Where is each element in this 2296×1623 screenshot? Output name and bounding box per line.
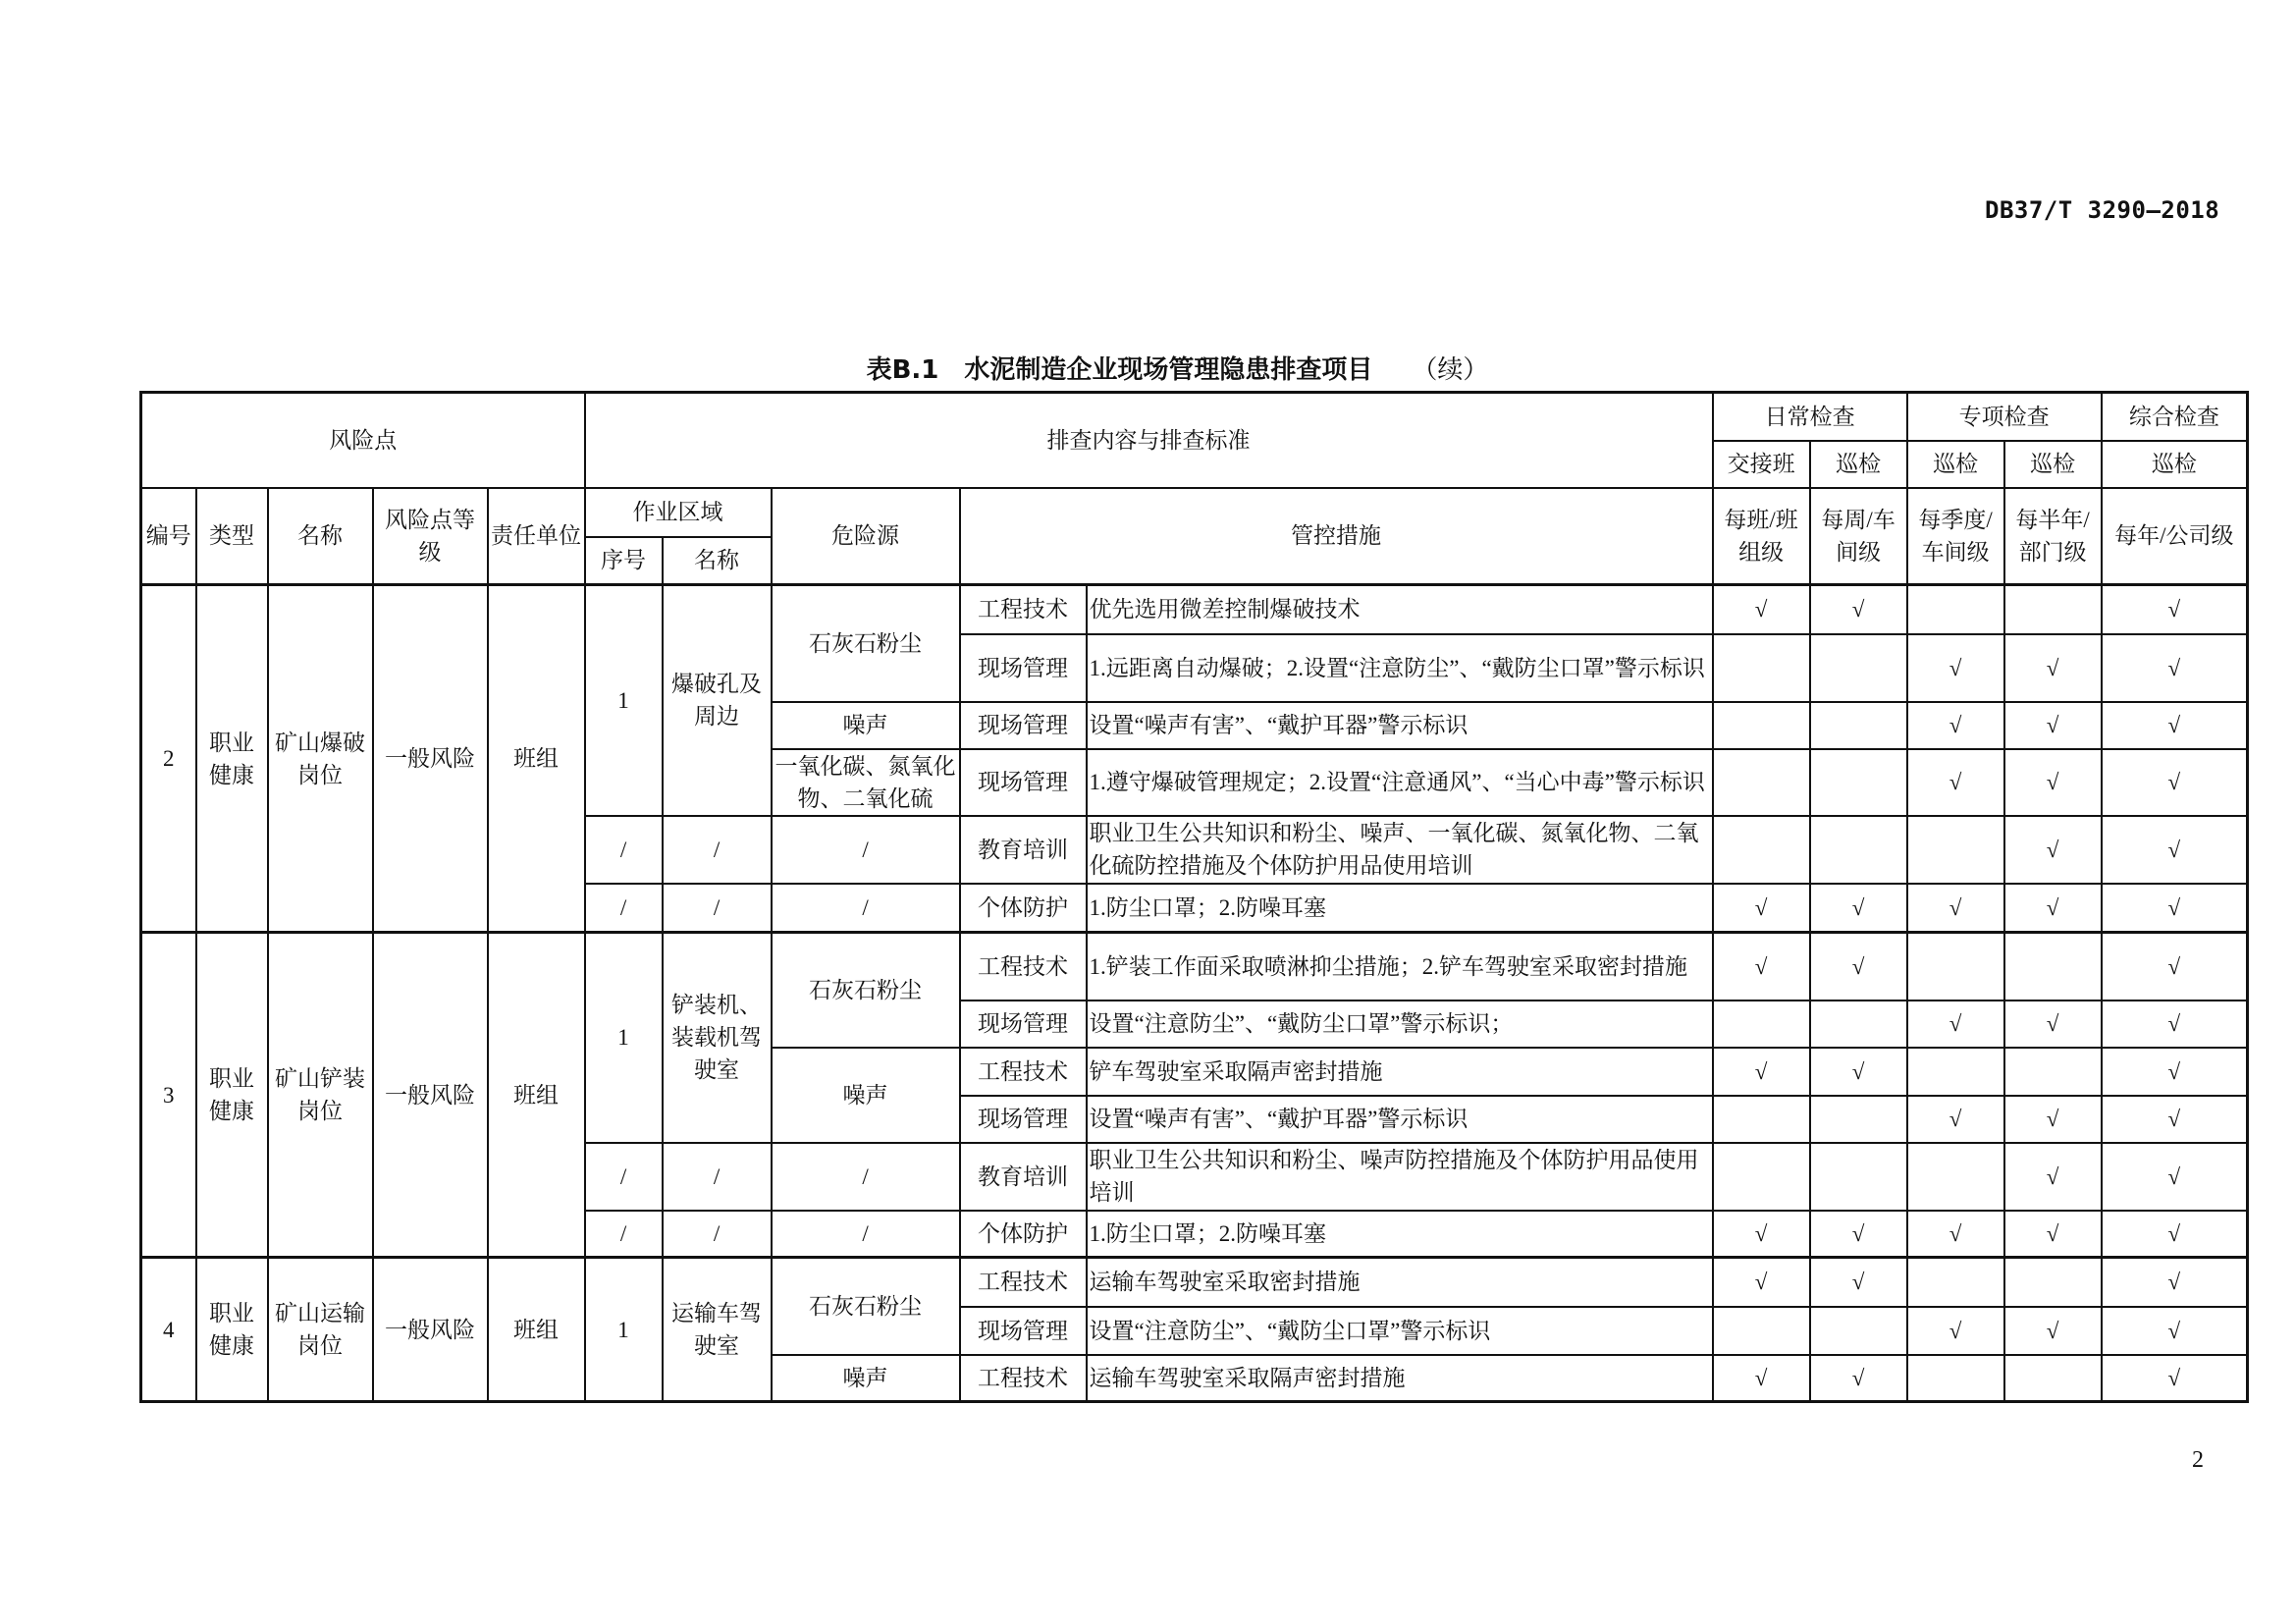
measure-text: 优先选用微差控制爆破技术 bbox=[1087, 585, 1713, 634]
measure-category: 教育培训 bbox=[960, 816, 1087, 884]
empty-check-cell bbox=[1810, 634, 1907, 702]
check-mark: √ bbox=[2102, 816, 2248, 884]
check-mark: √ bbox=[1713, 585, 1810, 634]
header-work-area: 作业区域 bbox=[585, 488, 772, 537]
measure-category: 个体防护 bbox=[960, 1211, 1087, 1258]
measure-category: 现场管理 bbox=[960, 1096, 1087, 1143]
area-name: / bbox=[663, 1143, 772, 1211]
hazard-source: / bbox=[772, 1143, 960, 1211]
measure-text: 设置“噪声有害”、“戴护耳器”警示标识 bbox=[1087, 702, 1713, 749]
check-mark: √ bbox=[1810, 933, 1907, 1001]
header-risk-level: 风险点等级 bbox=[373, 488, 488, 585]
risk-level: 一般风险 bbox=[373, 1258, 488, 1402]
table-row bbox=[141, 585, 2248, 634]
header-freq-year: 每年/公司级 bbox=[2102, 488, 2248, 585]
check-mark: √ bbox=[1907, 749, 2004, 816]
check-mark: √ bbox=[1907, 884, 2004, 933]
measure-text: 1.遵守爆破管理规定；2.设置“注意通风”、“当心中毒”警示标识 bbox=[1087, 749, 1713, 816]
check-mark: √ bbox=[1810, 1355, 1907, 1402]
header-control-measures: 管控措施 bbox=[960, 488, 1713, 585]
empty-check-cell bbox=[1907, 1355, 2004, 1402]
area-name: / bbox=[663, 884, 772, 933]
empty-check-cell bbox=[1713, 1001, 1810, 1048]
hazard-source: 石灰石粉尘 bbox=[772, 933, 960, 1048]
empty-check-cell bbox=[2004, 1048, 2102, 1096]
header-area-name: 名称 bbox=[663, 537, 772, 585]
check-mark: √ bbox=[1907, 1096, 2004, 1143]
header-area-seq: 序号 bbox=[585, 537, 663, 585]
header-freq-quarter: 每季度/车间级 bbox=[1907, 488, 2004, 585]
area-seq: 1 bbox=[585, 1258, 663, 1402]
check-mark: √ bbox=[2004, 702, 2102, 749]
measure-text: 1.防尘口罩；2.防噪耳塞 bbox=[1087, 1211, 1713, 1258]
check-mark: √ bbox=[2004, 1143, 2102, 1211]
risk-name: 矿山爆破岗位 bbox=[268, 585, 373, 933]
check-mark: √ bbox=[1907, 702, 2004, 749]
empty-check-cell bbox=[2004, 933, 2102, 1001]
header-special-check: 专项检查 bbox=[1907, 393, 2102, 441]
empty-check-cell bbox=[1907, 1143, 2004, 1211]
header-responsible-unit: 责任单位 bbox=[488, 488, 585, 585]
measure-text: 设置“注意防尘”、“戴防尘口罩”警示标识； bbox=[1087, 1001, 1713, 1048]
table-row bbox=[141, 1258, 2248, 1307]
empty-check-cell bbox=[2004, 1355, 2102, 1402]
empty-check-cell bbox=[1907, 1048, 2004, 1096]
check-mark: √ bbox=[2102, 1355, 2248, 1402]
measure-text: 设置“噪声有害”、“戴护耳器”警示标识 bbox=[1087, 1096, 1713, 1143]
check-mark: √ bbox=[2102, 1096, 2248, 1143]
area-seq: 1 bbox=[585, 933, 663, 1143]
header-comprehensive-check: 综合检查 bbox=[2102, 393, 2248, 441]
check-mark: √ bbox=[2102, 1001, 2248, 1048]
area-seq: / bbox=[585, 816, 663, 884]
hazard-source: 噪声 bbox=[772, 702, 960, 749]
empty-check-cell bbox=[1713, 702, 1810, 749]
check-mark: √ bbox=[1907, 1211, 2004, 1258]
page-number: 2 bbox=[2192, 1447, 2204, 1473]
responsible-unit: 班组 bbox=[488, 1258, 585, 1402]
measure-text: 1.防尘口罩；2.防噪耳塞 bbox=[1087, 884, 1713, 933]
hazard-inspection-table bbox=[139, 391, 2249, 1403]
check-mark: √ bbox=[2102, 1143, 2248, 1211]
risk-level: 一般风险 bbox=[373, 585, 488, 933]
measure-text: 职业卫生公共知识和粉尘、噪声、一氧化碳、氮氧化物、二氧化硫防控措施及个体防护用品使用培训 bbox=[1087, 816, 1713, 884]
check-mark: √ bbox=[1907, 634, 2004, 702]
area-name: 运输车驾驶室 bbox=[663, 1258, 772, 1402]
check-mark: √ bbox=[2102, 884, 2248, 933]
check-mark: √ bbox=[2004, 1096, 2102, 1143]
measure-category: 教育培训 bbox=[960, 1143, 1087, 1211]
check-mark: √ bbox=[2102, 634, 2248, 702]
header-name: 名称 bbox=[268, 488, 373, 585]
empty-check-cell bbox=[1810, 816, 1907, 884]
check-mark: √ bbox=[2102, 1258, 2248, 1307]
measure-category: 工程技术 bbox=[960, 1048, 1087, 1096]
measure-category: 工程技术 bbox=[960, 585, 1087, 634]
check-mark: √ bbox=[2004, 1307, 2102, 1355]
risk-no: 4 bbox=[141, 1258, 196, 1402]
measure-text: 运输车驾驶室采取隔声密封措施 bbox=[1087, 1355, 1713, 1402]
check-mark: √ bbox=[1907, 1307, 2004, 1355]
check-mark: √ bbox=[2004, 634, 2102, 702]
check-mark: √ bbox=[1713, 1211, 1810, 1258]
check-mark: √ bbox=[2102, 1307, 2248, 1355]
check-mark: √ bbox=[1713, 1258, 1810, 1307]
risk-type: 职业健康 bbox=[196, 1258, 268, 1402]
measure-text: 设置“注意防尘”、“戴防尘口罩”警示标识 bbox=[1087, 1307, 1713, 1355]
empty-check-cell bbox=[1810, 1001, 1907, 1048]
check-mark: √ bbox=[1810, 585, 1907, 634]
empty-check-cell bbox=[1810, 1096, 1907, 1143]
check-mark: √ bbox=[1713, 1048, 1810, 1096]
measure-text: 铲车驾驶室采取隔声密封措施 bbox=[1087, 1048, 1713, 1096]
header-patrol: 巡检 bbox=[1810, 441, 1907, 488]
area-seq: / bbox=[585, 1143, 663, 1211]
check-mark: √ bbox=[1713, 884, 1810, 933]
area-name: 爆破孔及周边 bbox=[663, 585, 772, 816]
measure-category: 现场管理 bbox=[960, 749, 1087, 816]
table-title bbox=[0, 350, 2296, 386]
check-mark: √ bbox=[1713, 1355, 1810, 1402]
header-type: 类型 bbox=[196, 488, 268, 585]
table-row bbox=[141, 933, 2248, 1001]
empty-check-cell bbox=[1713, 749, 1810, 816]
hazard-source: / bbox=[772, 884, 960, 933]
area-name: / bbox=[663, 816, 772, 884]
check-mark: √ bbox=[1713, 933, 1810, 1001]
empty-check-cell bbox=[1713, 634, 1810, 702]
empty-check-cell bbox=[2004, 585, 2102, 634]
check-mark: √ bbox=[1810, 884, 1907, 933]
empty-check-cell bbox=[1713, 816, 1810, 884]
hazard-source: 石灰石粉尘 bbox=[772, 1258, 960, 1355]
check-mark: √ bbox=[2102, 1048, 2248, 1096]
hazard-source: 石灰石粉尘 bbox=[772, 585, 960, 702]
measure-text: 运输车驾驶室采取密封措施 bbox=[1087, 1258, 1713, 1307]
empty-check-cell bbox=[1907, 816, 2004, 884]
header-daily-check: 日常检查 bbox=[1713, 393, 1907, 441]
table-body bbox=[141, 585, 2248, 1402]
empty-check-cell bbox=[1713, 1307, 1810, 1355]
area-name: 铲装机、装载机驾驶室 bbox=[663, 933, 772, 1143]
header-freq-halfyear: 每半年/部门级 bbox=[2004, 488, 2102, 585]
header-shift-handover: 交接班 bbox=[1713, 441, 1810, 488]
header-risk-point: 风险点 bbox=[141, 393, 585, 488]
risk-name: 矿山运输岗位 bbox=[268, 1258, 373, 1402]
area-seq: 1 bbox=[585, 585, 663, 816]
check-mark: √ bbox=[2102, 749, 2248, 816]
check-mark: √ bbox=[2004, 1211, 2102, 1258]
empty-check-cell bbox=[1810, 1307, 1907, 1355]
empty-check-cell bbox=[1907, 1258, 2004, 1307]
document-code: DB37/T 3290—2018 bbox=[1985, 196, 2220, 224]
risk-level: 一般风险 bbox=[373, 933, 488, 1258]
header-hazard: 危险源 bbox=[772, 488, 960, 585]
hazard-source: 噪声 bbox=[772, 1048, 960, 1143]
check-mark: √ bbox=[2004, 1001, 2102, 1048]
table-title-continued: （续） bbox=[1412, 355, 1489, 384]
risk-type: 职业健康 bbox=[196, 585, 268, 933]
empty-check-cell bbox=[2004, 1258, 2102, 1307]
empty-check-cell bbox=[1810, 749, 1907, 816]
measure-category: 工程技术 bbox=[960, 1258, 1087, 1307]
measure-category: 现场管理 bbox=[960, 634, 1087, 702]
measure-category: 现场管理 bbox=[960, 702, 1087, 749]
risk-name: 矿山铲装岗位 bbox=[268, 933, 373, 1258]
empty-check-cell bbox=[1907, 933, 2004, 1001]
check-mark: √ bbox=[2004, 884, 2102, 933]
measure-text: 1.远距离自动爆破；2.设置“注意防尘”、“戴防尘口罩”警示标识 bbox=[1087, 634, 1713, 702]
empty-check-cell bbox=[1810, 1143, 1907, 1211]
measure-category: 工程技术 bbox=[960, 933, 1087, 1001]
header-freq-week: 每周/车间级 bbox=[1810, 488, 1907, 585]
risk-no: 2 bbox=[141, 585, 196, 933]
area-name: / bbox=[663, 1211, 772, 1258]
measure-category: 个体防护 bbox=[960, 884, 1087, 933]
hazard-source: 一氧化碳、氮氧化物、二氧化硫 bbox=[772, 749, 960, 816]
area-seq: / bbox=[585, 884, 663, 933]
empty-check-cell bbox=[1810, 702, 1907, 749]
hazard-source: 噪声 bbox=[772, 1355, 960, 1402]
area-seq: / bbox=[585, 1211, 663, 1258]
check-mark: √ bbox=[2102, 702, 2248, 749]
check-mark: √ bbox=[2102, 585, 2248, 634]
risk-type: 职业健康 bbox=[196, 933, 268, 1258]
header-patrol: 巡检 bbox=[1907, 441, 2004, 488]
check-mark: √ bbox=[1907, 1001, 2004, 1048]
check-mark: √ bbox=[1810, 1211, 1907, 1258]
check-mark: √ bbox=[2004, 749, 2102, 816]
empty-check-cell bbox=[1713, 1096, 1810, 1143]
check-mark: √ bbox=[2102, 1211, 2248, 1258]
empty-check-cell bbox=[1907, 585, 2004, 634]
header-patrol: 巡检 bbox=[2004, 441, 2102, 488]
header-no: 编号 bbox=[141, 488, 196, 585]
header-patrol: 巡检 bbox=[2102, 441, 2248, 488]
check-mark: √ bbox=[1810, 1258, 1907, 1307]
measure-text: 职业卫生公共知识和粉尘、噪声防控措施及个体防护用品使用培训 bbox=[1087, 1143, 1713, 1211]
hazard-source: / bbox=[772, 816, 960, 884]
check-mark: √ bbox=[2102, 933, 2248, 1001]
measure-text: 1.铲装工作面采取喷淋抑尘措施；2.铲车驾驶室采取密封措施 bbox=[1087, 933, 1713, 1001]
measure-category: 工程技术 bbox=[960, 1355, 1087, 1402]
table-title-text: 表B.1 水泥制造企业现场管理隐患排查项目 bbox=[866, 355, 1373, 385]
measure-category: 现场管理 bbox=[960, 1001, 1087, 1048]
header-content: 排查内容与排查标准 bbox=[585, 393, 1713, 488]
empty-check-cell bbox=[1713, 1143, 1810, 1211]
check-mark: √ bbox=[1810, 1048, 1907, 1096]
responsible-unit: 班组 bbox=[488, 585, 585, 933]
header-freq-shift: 每班/班组级 bbox=[1713, 488, 1810, 585]
measure-category: 现场管理 bbox=[960, 1307, 1087, 1355]
risk-no: 3 bbox=[141, 933, 196, 1258]
check-mark: √ bbox=[2004, 816, 2102, 884]
responsible-unit: 班组 bbox=[488, 933, 585, 1258]
hazard-source: / bbox=[772, 1211, 960, 1258]
